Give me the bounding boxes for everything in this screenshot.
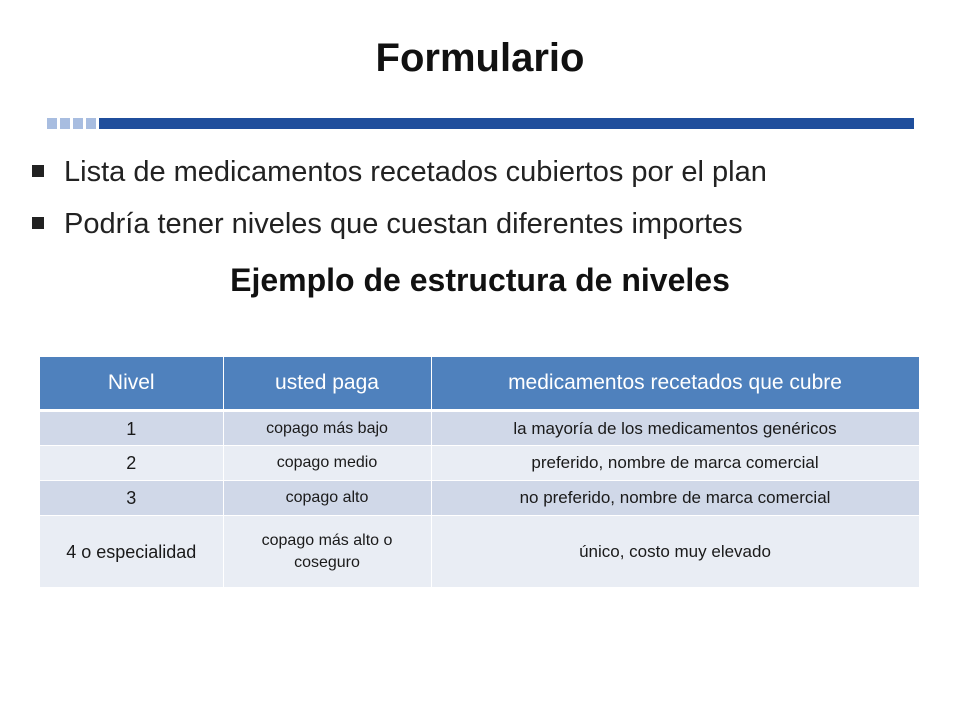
table-row: [40, 481, 919, 516]
header-drugs-covered: medicamentos recetados que cubre: [431, 357, 919, 411]
cell-drugs-covered: no preferido, nombre de marca comercial: [431, 481, 919, 516]
section-heading: Ejemplo de estructura de niveles: [230, 262, 730, 298]
bullet-list: [28, 150, 928, 254]
cell-tier: 4 o especialidad: [40, 516, 223, 588]
cell-drugs-covered: la mayoría de los medicamentos genéricos: [431, 411, 919, 446]
cell-drugs-covered: preferido, nombre de marca comercial: [431, 446, 919, 481]
table-row: [40, 516, 919, 588]
cell-you-pay: copago alto: [223, 481, 431, 516]
cell-tier: 2: [40, 446, 223, 481]
tier-table: [40, 357, 920, 588]
cell-you-pay: copago más alto o coseguro: [223, 516, 431, 588]
square-bullet-icon: [32, 165, 44, 177]
bullet-item: [28, 150, 928, 202]
cell-tier: 3: [40, 481, 223, 516]
bullet-text: Podría tener niveles que cuestan diferentes importes: [64, 208, 743, 240]
cell-you-pay: copago más bajo: [223, 411, 431, 446]
table-header-row: [40, 357, 919, 411]
title-underline-rule: [47, 118, 914, 129]
table-row: [40, 411, 919, 446]
slide-title: Formulario: [375, 36, 585, 80]
header-you-pay: usted paga: [223, 357, 431, 411]
table-row: [40, 446, 919, 481]
cell-you-pay: copago medio: [223, 446, 431, 481]
cell-tier: 1: [40, 411, 223, 446]
bullet-text: Lista de medicamentos recetados cubiertos por el plan: [64, 156, 767, 188]
square-bullet-icon: [32, 217, 44, 229]
cell-drugs-covered: único, costo muy elevado: [431, 516, 919, 588]
header-tier: Nivel: [40, 357, 223, 411]
bullet-item: [28, 202, 928, 254]
